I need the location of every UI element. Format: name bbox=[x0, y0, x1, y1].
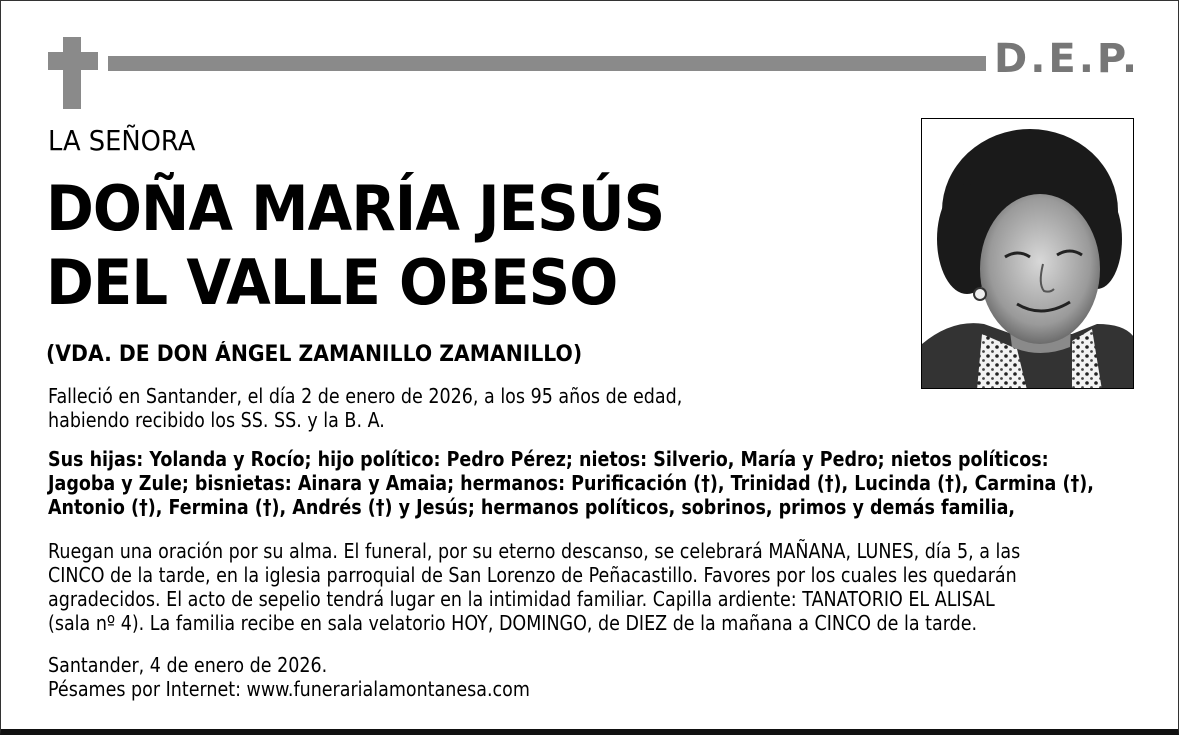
footer bbox=[48, 653, 1107, 701]
dep-mark: D.E.P. bbox=[994, 36, 1141, 82]
service-line: CINCO de la tarde, en la iglesia parroquial de San Lorenzo de Peñacastillo. Favores por los cuales les quedarán bbox=[48, 563, 1017, 587]
family-line: Jagoba y Zule; bisnietas: Ainara y Amaia; hermanos: Purificación (†), Trinidad (†), Lucinda (†), Carmina (†), bbox=[48, 471, 1094, 495]
deceased-name bbox=[46, 172, 664, 320]
service-details bbox=[48, 539, 1107, 635]
place-date: Santander, 4 de enero de 2026. bbox=[48, 653, 328, 677]
title-prefix: LA SEÑORA bbox=[48, 124, 196, 157]
condolences-link[interactable]: Pésames por Internet: www.funerarialamontanesa.com bbox=[48, 677, 530, 701]
deceased-name-line: DEL VALLE OBESO bbox=[46, 246, 618, 319]
cross-icon bbox=[63, 37, 81, 109]
header-rule bbox=[108, 56, 986, 71]
death-notice-line: habiendo recibido los SS. SS. y la B. A. bbox=[48, 408, 385, 432]
portrait-icon bbox=[922, 119, 1134, 389]
family-list bbox=[48, 447, 1107, 519]
service-line: agradecidos. El acto de sepelio tendrá lugar en la intimidad familiar. Capilla ardiente: TANATORIO EL ALISAL bbox=[48, 587, 995, 611]
widow-of: (VDA. DE DON ÁNGEL ZAMANILLO ZAMANILLO) bbox=[46, 342, 583, 367]
service-line: (sala nº 4). La familia recibe en sala velatorio HOY, DOMINGO, de DIEZ de la mañana a CINCO de la tarde. bbox=[48, 611, 978, 635]
family-line: Antonio (†), Fermina (†), Andrés (†) y Jesús; hermanos políticos, sobrinos, primos y demás familia, bbox=[48, 495, 1016, 519]
deceased-name-line: DOÑA MARÍA JESÚS bbox=[46, 172, 665, 245]
death-notice-line: Falleció en Santander, el día 2 de enero de 2026, a los 95 años de edad, bbox=[48, 384, 683, 408]
cross-icon-bar bbox=[48, 52, 98, 70]
family-line: Sus hijas: Yolanda y Rocío; hijo político: Pedro Pérez; nietos: Silverio, María y Pedro; nietos políticos: bbox=[48, 447, 1049, 471]
death-notice bbox=[48, 384, 1107, 432]
portrait-photo bbox=[921, 118, 1134, 389]
service-line: Ruegan una oración por su alma. El funeral, por su eterno descanso, se celebrará MAÑANA, LUNES, día 5, a las bbox=[48, 539, 1021, 563]
